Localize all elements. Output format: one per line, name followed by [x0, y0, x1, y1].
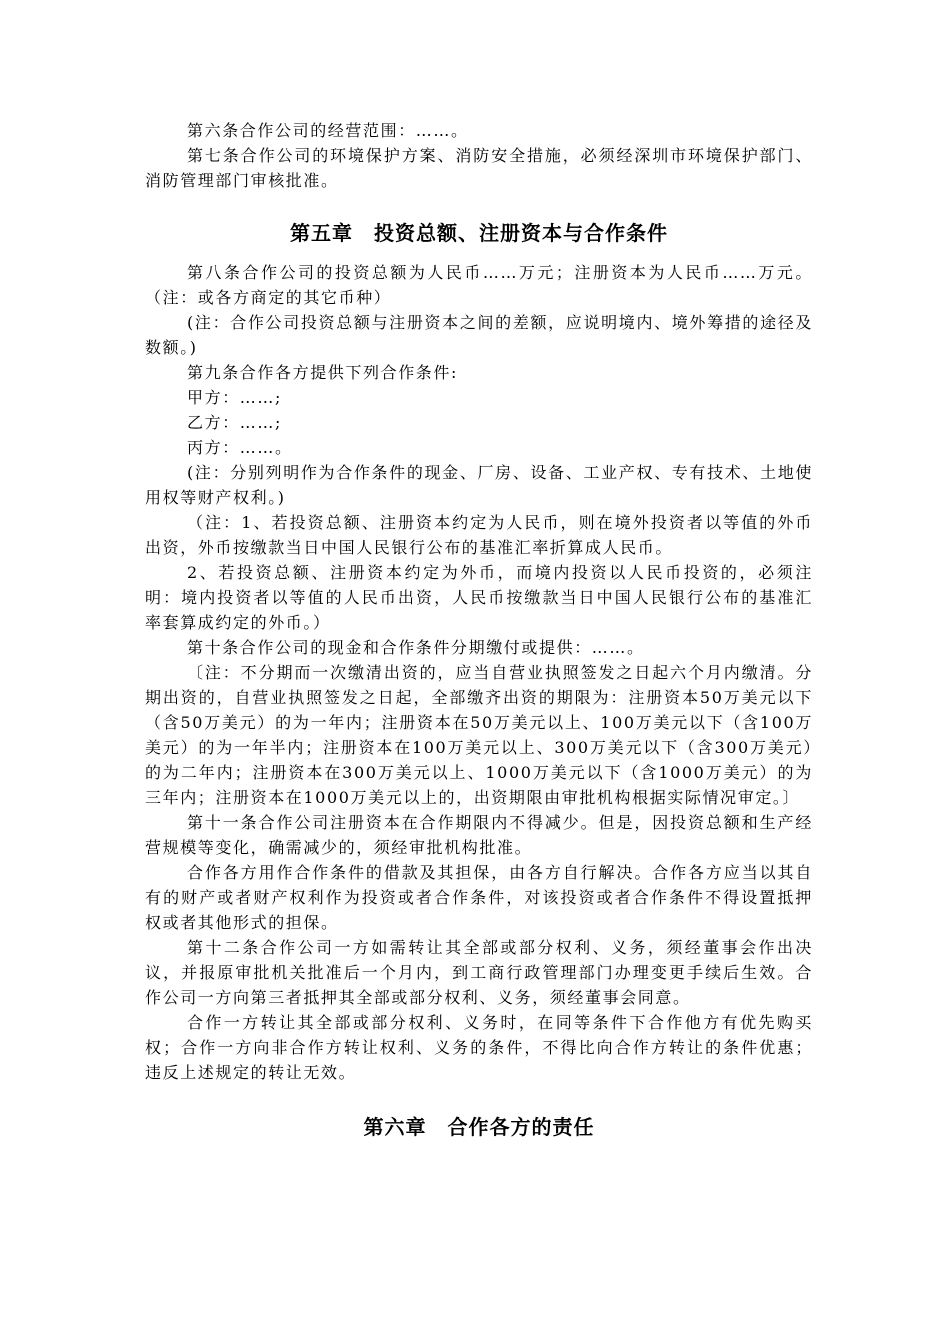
party-b-line: 乙方：……;	[187, 413, 282, 432]
note-cooperation-conditions: (注：分别列明作为合作条件的现金、厂房、设备、工业产权、专有技术、土地使用权等财产权利。)	[145, 463, 813, 507]
loan-guarantee-paragraph: 合作各方用作合作条件的借款及其担保，由各方自行解决。合作各方应当以其自有的财产或者财产权利作为投资或者合作条件，对该投资或者合作条件不得设置抵押权或者其他形式的担保。	[145, 863, 813, 932]
chapter-6-title: 第六章 合作各方的责任	[363, 1115, 595, 1139]
note-rmb-contribution: （注：1、若投资总额、注册资本约定为人民币，则在境外投资者以等值的外币出资，外币按缴款当日中国人民银行公布的基准汇率折算成人民币。	[145, 513, 813, 557]
article-8: 第八条合作公司的投资总额为人民币……万元；注册资本为人民币……万元。（注：或各方商定的其它币种）	[145, 263, 813, 307]
chapter-5-title: 第五章 投资总额、注册资本与合作条件	[290, 221, 668, 245]
note-investment-difference: (注：合作公司投资总额与注册资本之间的差额，应说明境内、境外筹措的途径及数额。)	[145, 313, 813, 357]
document-page	[145, 118, 813, 1140]
article-9: 第九条合作各方提供下列合作条件:	[187, 363, 458, 382]
article-11: 第十一条合作公司注册资本在合作期限内不得减少。但是，因投资总额和生产经营规模等变化，确需减少的，须经审批机构批准。	[145, 813, 813, 857]
note-foreign-currency-contribution: 2、若投资总额、注册资本约定为外币，而境内投资以人民币投资的，必须注明：境内投资者以等值的人民币出资，人民币按缴款当日中国人民银行公布的基准汇率套算成约定的外币。）	[145, 563, 813, 632]
article-6: 第六条合作公司的经营范围：……。	[187, 121, 469, 140]
article-12: 第十二条合作公司一方如需转让其全部或部分权利、义务，须经董事会作出决议，并报原审批机关批准后一个月内，到工商行政管理部门办理变更手续后生效。合作公司一方向第三者抵押其全部或部分权利、义务，须经董事会同意。	[145, 938, 813, 1007]
article-7: 第七条合作公司的环境保护方案、消防安全措施，必须经深圳市环境保护部门、消防管理部门审核批准。	[145, 146, 813, 190]
party-a-line: 甲方：……;	[187, 388, 282, 407]
party-c-line: 丙方：……。	[187, 438, 293, 457]
article-10: 第十条合作公司的现金和合作条件分期缴付或提供：……。	[187, 638, 645, 657]
transfer-preemption-paragraph: 合作一方转让其全部或部分权利、义务时，在同等条件下合作他方有优先购买权；合作一方向非合作方转让权利、义务的条件，不得比向合作方转让的条件优惠；违反上述规定的转让无效。	[145, 1013, 813, 1082]
note-payment-schedule: 〔注：不分期而一次缴清出资的，应当自营业执照签发之日起六个月内缴清。分期出资的，自营业执照签发之日起，全部缴齐出资的期限为：注册资本50万美元以下（含50万美元）的为一年内；注册资本在50万美元以上、100万美元以下（含100万美元）的为一年半内；注册资本在100万美元以上、300万美元以下（含300万美元）的为二年内；注册资本在300万美元以上、1000万美元以下（含1000万美元）的为三年内；注册资本在1000万美元以上的，出资期限由审批机构根据实际情况审定。〕	[145, 663, 813, 807]
